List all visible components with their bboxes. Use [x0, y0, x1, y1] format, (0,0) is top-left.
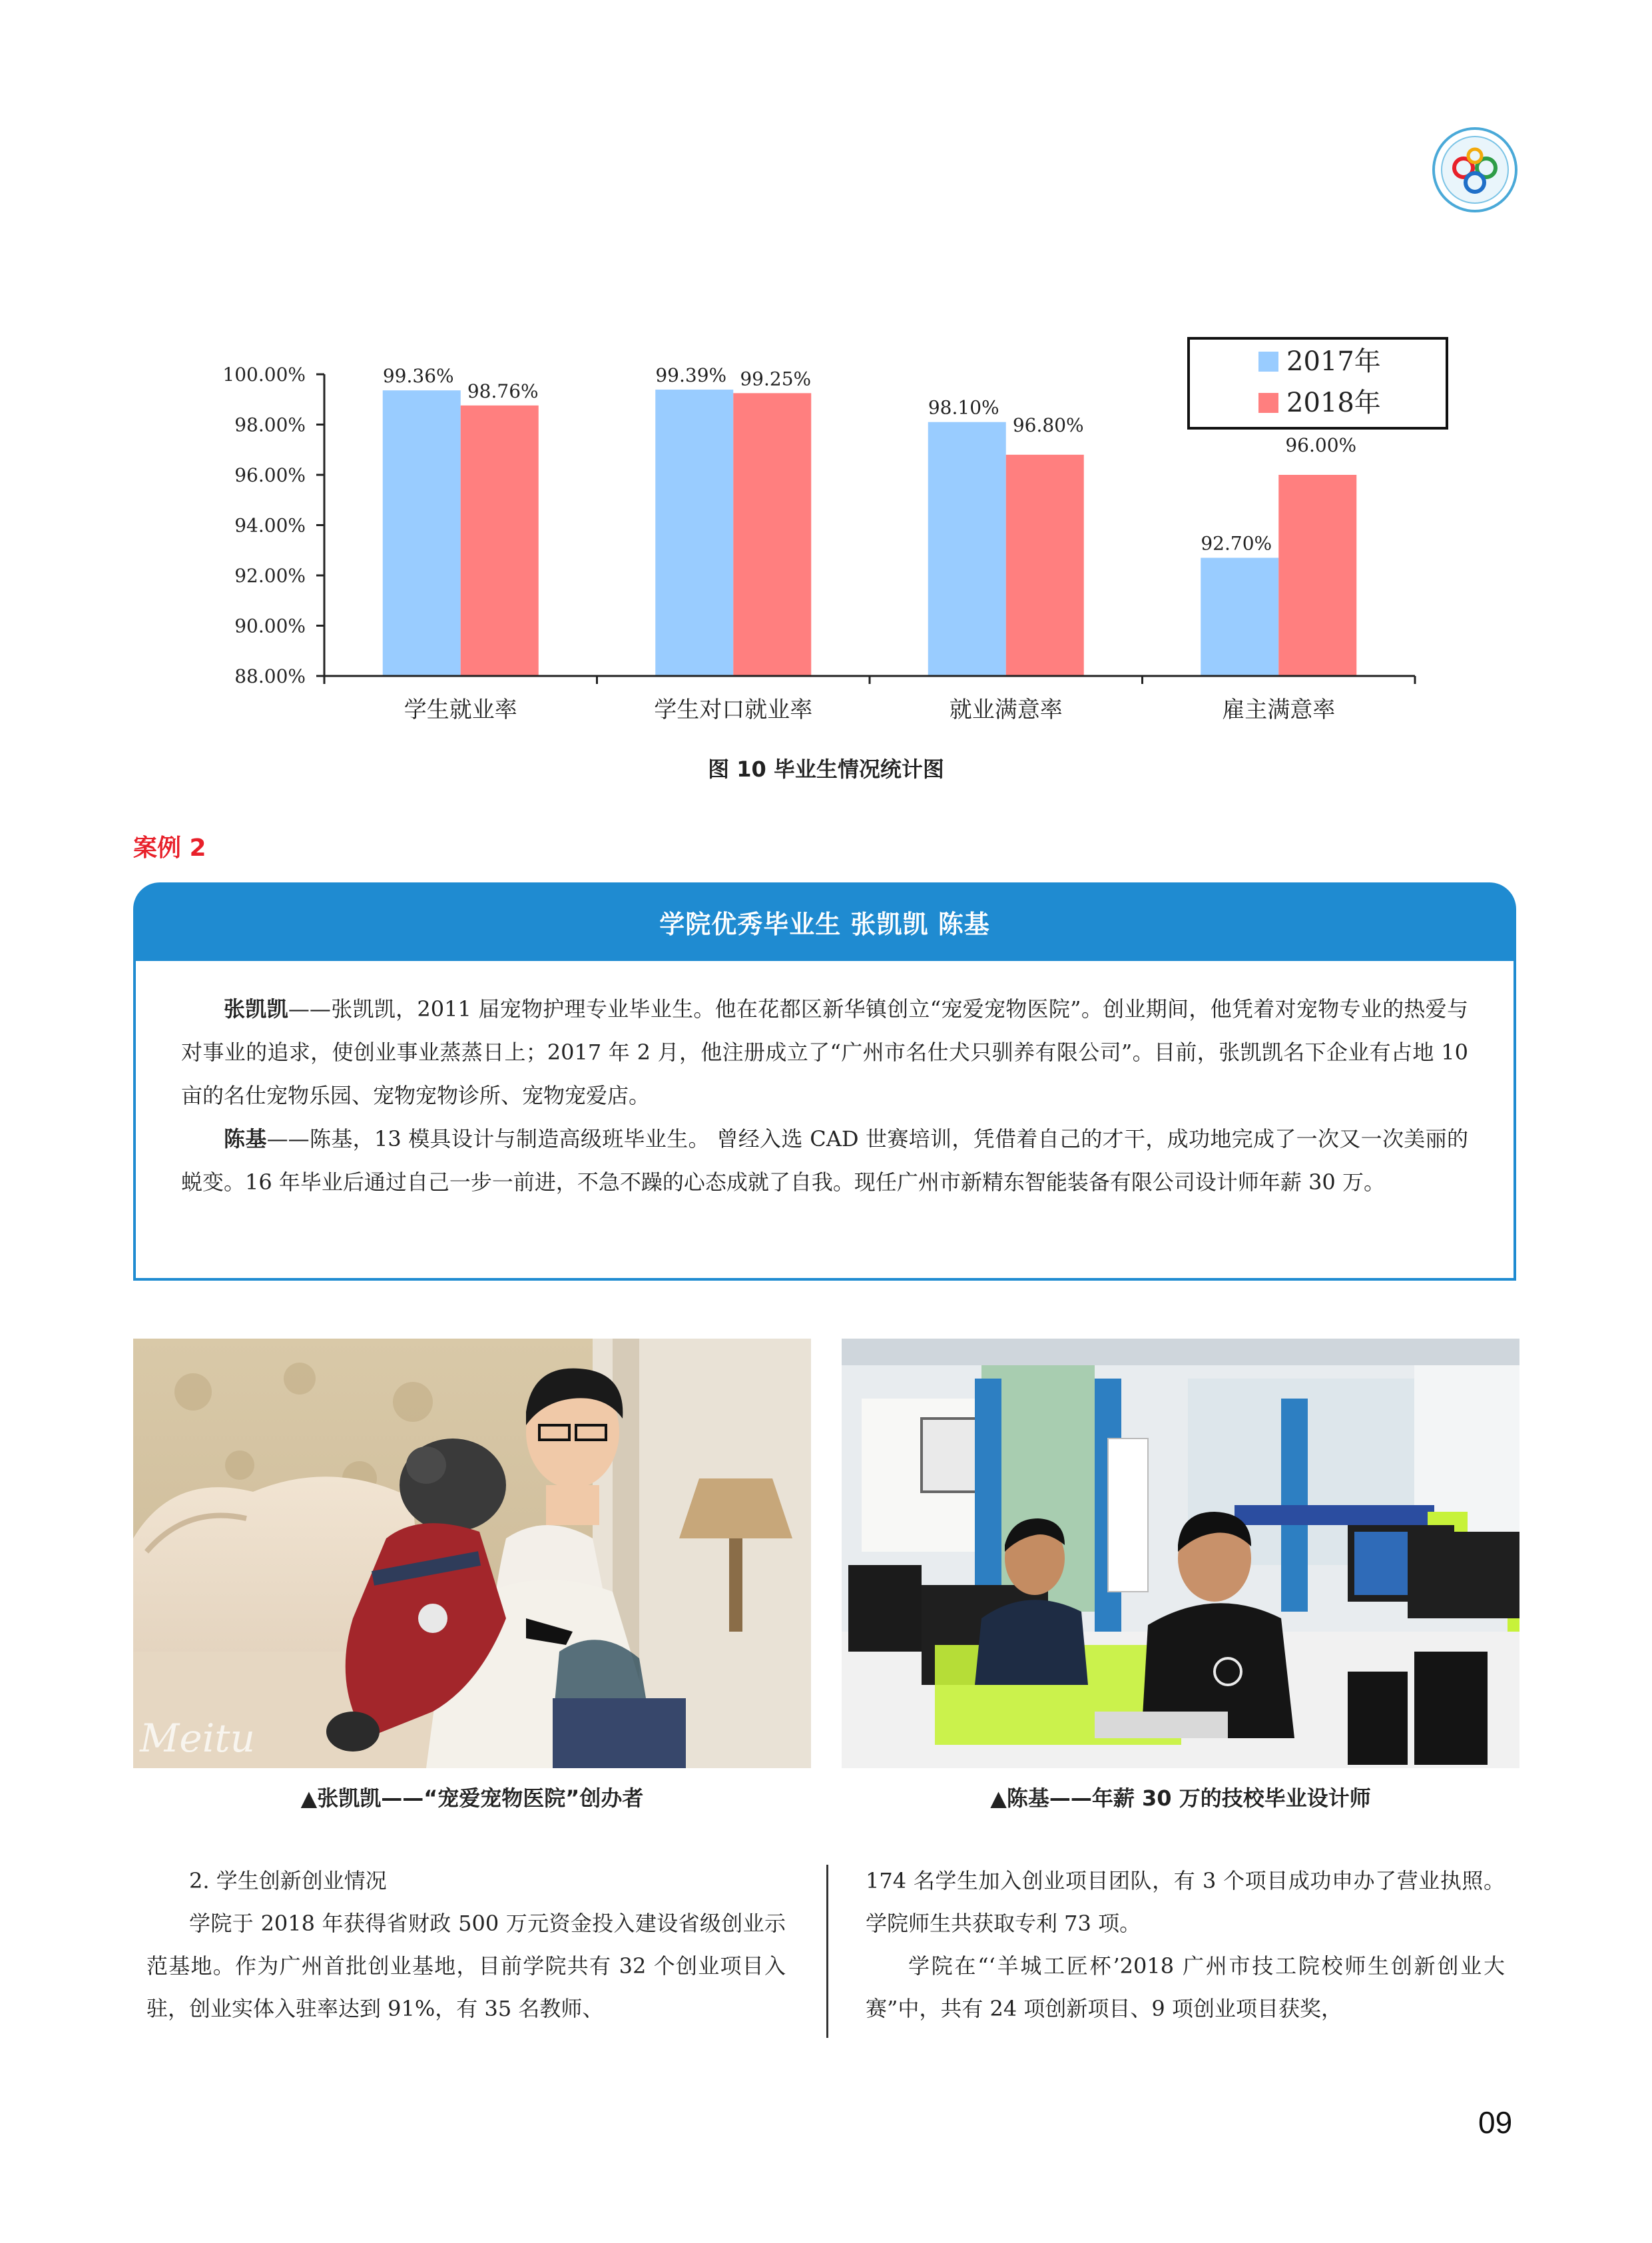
y-axis [222, 364, 324, 687]
case-label: 案例 2 [133, 834, 206, 862]
case-box [133, 882, 1516, 1281]
chart-caption: 图 10 毕业生情况统计图 [708, 757, 944, 782]
bar [733, 393, 811, 676]
case-paragraph-1 [181, 988, 1468, 1118]
data-label: 96.80% [1012, 414, 1084, 436]
bar [1201, 558, 1278, 676]
photo-caption-left: ▲张凯凯——“宠爱宠物医院”创办者 [300, 1785, 644, 1811]
legend-label: 2017年 [1286, 346, 1381, 377]
photo-zhang-kaikai [133, 1339, 811, 1768]
x-tick-label: 雇主满意率 [1222, 697, 1336, 723]
graduate-statistics-chart [0, 293, 1652, 812]
data-label: 98.10% [928, 396, 999, 419]
y-tick-label: 88.00% [234, 665, 306, 687]
legend [1189, 338, 1447, 428]
case-paragraph-2 [181, 1118, 1468, 1204]
bar [461, 406, 539, 676]
column-divider [826, 1865, 828, 2038]
case-box-body [133, 961, 1516, 1281]
case-text-1: ——张凯凯，2011 届宠物护理专业毕业生。他在花都区新华镇创立“宠爱宠物医院”。创业期间，他凭着对宠物专业的热爱与对事业的追求，使创业事业蒸蒸日上；2017 年 2 月，他注册成立了“广州市名仕犬只驯养有限公司”。目前，张凯凯名下企业有占地 10 亩的名仕宠物乐园、宠物宠物诊所、宠物宠爱店。 [181, 996, 1468, 1108]
page-number: 09 [1478, 2105, 1513, 2140]
x-tick-label: 就业满意率 [949, 697, 1063, 723]
college-logo [1432, 127, 1518, 213]
x-tick-label: 学生就业率 [404, 697, 517, 723]
legend-label: 2018年 [1286, 388, 1381, 418]
legend-swatch [1258, 352, 1278, 372]
photo-chen-ji [842, 1339, 1519, 1768]
y-tick-label: 96.00% [234, 464, 306, 486]
case-name-2: 陈基 [224, 1126, 267, 1151]
photo-caption-right: ▲陈基——年薪 30 万的技校毕业设计师 [990, 1785, 1371, 1811]
data-label: 96.00% [1285, 434, 1357, 456]
y-tick-label: 92.00% [234, 565, 306, 587]
case-text-2: ——陈基，13 模具设计与制造高级班毕业生。 曾经入选 CAD 世赛培训，凭借着自己的才干，成功地完成了一次又一次美丽的蜕变。16 年毕业后通过自己一步一前进，不急不躁的心态成就了自我。现任广州市新精东智能装备有限公司设计师年薪 30 万。 [181, 1126, 1468, 1195]
y-tick-label: 94.00% [234, 514, 306, 537]
data-label: 92.70% [1201, 532, 1272, 555]
x-tick-label: 学生对口就业率 [654, 697, 813, 723]
bar [1278, 475, 1356, 676]
article-column-left [146, 1859, 786, 2030]
y-tick-label: 90.00% [234, 615, 306, 637]
data-label: 99.39% [655, 364, 727, 387]
data-label: 98.76% [467, 380, 539, 402]
bar [1006, 455, 1084, 676]
section-heading: 2. 学生创新创业情况 [189, 1868, 387, 1893]
y-tick-label: 100.00% [222, 364, 306, 386]
bar [383, 390, 461, 676]
bar [928, 422, 1006, 676]
meitu-watermark: Meitu [140, 1716, 255, 1761]
article-paragraph: 学院于 2018 年获得省财政 500 万元资金投入建设省级创业示范基地。作为广州首批创业基地，目前学院共有 32 个创业项目入驻，创业实体入驻率达到 91%，有 35 名教师、 [146, 1911, 786, 2021]
case-name-1: 张凯凯 [224, 996, 288, 1022]
data-label: 99.25% [740, 368, 812, 390]
article-paragraph: 学院在“‘羊城工匠杯’2018 广州市技工院校师生创新创业大赛”中，共有 24 项创新项目、9 项创业项目获奖， [866, 1953, 1505, 2021]
article-column-right [866, 1859, 1505, 2030]
y-tick-label: 98.00% [234, 414, 306, 436]
bar [655, 390, 733, 676]
case-box-title: 学院优秀毕业生 张凯凯 陈基 [133, 882, 1516, 961]
legend-swatch [1258, 393, 1278, 413]
article-paragraph: 174 名学生加入创业项目团队，有 3 个项目成功申办了营业执照。学院师生共获取专利 73 项。 [866, 1868, 1505, 1936]
x-axis [324, 676, 1415, 723]
data-label: 99.36% [382, 365, 454, 388]
